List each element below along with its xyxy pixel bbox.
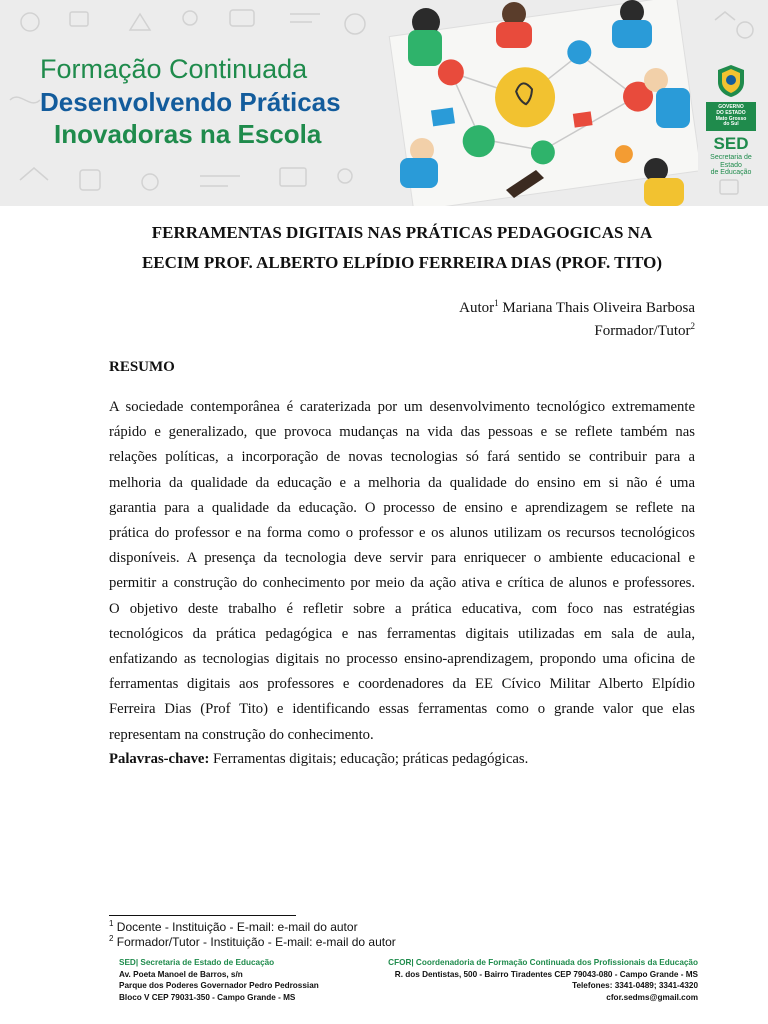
footer-sed-line: Av. Poeta Manoel de Barros, s/n <box>119 969 243 979</box>
teamwork-illustration <box>386 0 698 206</box>
banner-line-1: Formação Continuada <box>40 54 308 84</box>
footnotes <box>109 920 396 950</box>
government-logo <box>700 64 762 177</box>
abstract-line: prática do professor e na forma como o professor e os alunos utilizam os recursos tecnológicos <box>109 525 695 542</box>
footer-sed-line: Parque dos Poderes Governador Pedro Pedrossian <box>119 981 319 991</box>
footer-sed-heading: SED| Secretaria de Estado de Educação <box>119 958 275 967</box>
abstract-line: permitir a construção do conhecimento por meio da ação ativa e crítica de alunos e professores. <box>109 575 695 592</box>
footer-cfor-line: R. dos Dentistas, 500 - Bairro Tiradentes CEP 79043-080 - Campo Grande - MS <box>394 969 698 979</box>
abstract-line: Ferreira Dias (Prof Tito) e identificando essas ferramentas como o grande valor que elas <box>109 701 695 718</box>
abstract-line: enfatizando as tecnologias digitais no processo ensino-aprendizagem, propondo uma oficina de <box>109 651 695 668</box>
title-line-1: FERRAMENTAS DIGITAIS NAS PRÁTICAS PEDAGOGICAS NA <box>151 223 653 242</box>
tutor-footnote-ref[interactable]: 2 <box>690 321 695 331</box>
footer-cfor <box>388 957 698 1003</box>
government-label: GOVERNO DO ESTADO Mato Grosso do Sul <box>706 102 756 131</box>
author-footnote-ref[interactable]: 1 <box>494 298 499 308</box>
abstract-body <box>109 395 695 748</box>
sed-logo: SED <box>713 134 749 153</box>
footer-cfor-email[interactable]: cfor.sedms@gmail.com <box>606 992 698 1002</box>
abstract-line: melhoria da qualidade da educação e a melhoria da qualidade do ensino em si não é uma <box>109 474 695 491</box>
footnote-1: $^1$ Docente - Instituição - E-mail: e-mail do autor <box>109 919 358 934</box>
footer-cfor-line: Telefones: 3341-0489; 3341-4320 <box>572 981 698 991</box>
abstract-line: relações políticas, a incorporação de novas tecnologias só fará sentido se contribuir para a <box>109 449 695 466</box>
banner-line-3: Inovadoras na Escola <box>54 119 322 149</box>
abstract-line: O objetivo deste trabalho é refletir sobre a prática educativa, com foco nas estratégias <box>109 600 695 617</box>
abstract-line: tecnológicos da prática pedagógica e nas ferramentas digitais utilizadas em sala de aula, <box>109 625 695 642</box>
abstract-line: ferramentas digitais aos professores e coordenadores da EE Cívico Militar Alberto Elpídio <box>109 676 695 693</box>
abstract-heading: RESUMO <box>109 359 175 375</box>
tutor-line <box>459 320 695 343</box>
footnote-rule <box>109 915 296 916</box>
author-name: Mariana Thais Oliveira Barbosa <box>502 300 695 316</box>
sed-subtitle: Secretaria de Estado de Educação <box>710 154 752 177</box>
author-line <box>459 297 695 320</box>
abstract-line: garantia para a qualidade da educação. O processo de ensino e aprendizagem se reflete na <box>109 499 695 516</box>
author-label: Autor <box>459 300 495 316</box>
footer-cfor-heading: CFOR| Coordenadoria de Formação Continuada dos Profissionais da Educação <box>388 958 698 967</box>
keywords-label: Palavras-chave: <box>109 751 210 767</box>
header-banner <box>0 0 768 206</box>
footer-sed-line: Bloco V CEP 79031-350 - Campo Grande - MS <box>119 992 296 1002</box>
banner-line-2: Desenvolvendo Práticas <box>40 87 341 117</box>
tutor-label: Formador/Tutor <box>594 323 691 339</box>
author-block <box>459 297 695 343</box>
title-line-2: EECIM PROF. ALBERTO ELPÍDIO FERREIRA DIAS (PROF. TITO) <box>141 253 663 272</box>
abstract-line: A sociedade contemporânea é caraterizada por um desenvolvimento tecnológico extremamente <box>109 399 695 415</box>
keywords-text: Ferramentas digitais; educação; práticas pedagógicas. <box>213 751 529 767</box>
paper-title <box>108 218 696 278</box>
footer-sed <box>119 957 319 1003</box>
abstract-line: disponíveis. A presença da tecnologia deve servir para enriquecer o ambiente educacional e <box>109 550 695 567</box>
abstract-line: rápido e generalizado, que provoca mudanças na vida das pessoas e se reflete também nas <box>109 424 695 441</box>
keywords <box>109 748 528 770</box>
state-crest-icon <box>716 64 746 98</box>
footnote-2: $^2$ Formador/Tutor - Instituição - E-mail: e-mail do autor <box>109 934 396 949</box>
banner-title <box>40 56 341 147</box>
abstract-line: representam na construção do conhecimento. <box>109 726 374 743</box>
